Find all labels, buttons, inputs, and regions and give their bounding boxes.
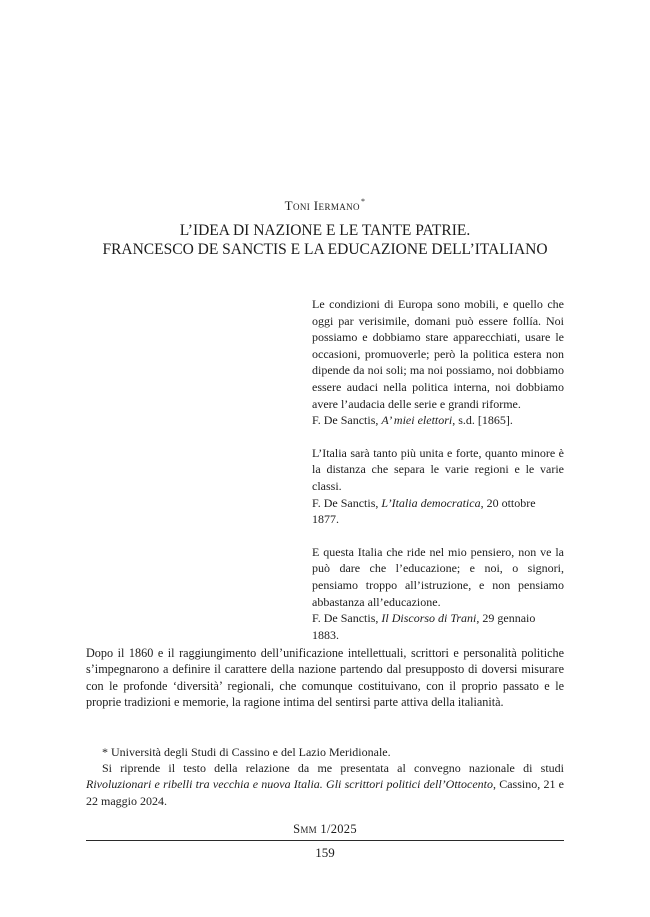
epigraph-source-author: F. De Sanctis,	[312, 495, 382, 510]
epigraph-source	[312, 495, 564, 528]
footnote-conference-end: , Cassino, 21 e 22 maggio 2024.	[86, 777, 564, 808]
author-footnote-mark: *	[360, 197, 366, 206]
footnote-conference-intro: Si riprende il testo della relazione da me presentata al convegno nazionale di studi	[102, 761, 564, 776]
body-paragraph: Dopo il 1860 e il raggiungimento dell’unificazione intellettuali, scrittori e personalità politiche s’impegnarono a definire il carattere della nazione partendo dal presupposto di doversi misurare con le profonde ‘diversità’ regionali, che comunque costituivano, con il proprio passato e le proprie tradizioni e memorie, la ragione intima del sentirsi parte attiva della italianità.	[86, 646, 564, 710]
epigraph-block	[312, 296, 564, 659]
epigraph-quote: L’Italia sarà tanto più unita e forte, quanto minore è la distanza che separa le varie regioni e le varie classi.	[312, 445, 564, 493]
epigraph-1	[312, 296, 564, 429]
epigraph-source-work: Il Discorso di Trani	[381, 611, 477, 626]
page-number: 159	[315, 845, 335, 860]
epigraph-source-work: L’Italia democratica	[381, 495, 481, 510]
footnote-conference	[86, 760, 564, 809]
epigraph-source-author: F. De Sanctis,	[312, 611, 382, 626]
epigraph-source-date: , 20 ottobre 1877.	[312, 495, 536, 527]
epigraph-source-work: A’ miei elettori	[381, 413, 453, 428]
epigraph-3	[312, 544, 564, 644]
author-name	[0, 197, 650, 214]
epigraph-source-date: , s.d. [1865].	[452, 413, 513, 428]
title-line-1: L’IDEA DI NAZIONE E LE TANTE PATRIE.	[179, 222, 471, 239]
epigraph-source-date: , 29 gennaio 1883.	[312, 611, 536, 642]
footnotes	[86, 744, 564, 809]
author-name-text: Toni Iermano	[284, 198, 360, 213]
journal-issue: 1/2025	[320, 822, 357, 836]
footnote-conference-title: Rivoluzionari e ribelli tra vecchia e nuova Italia. Gli scrittori politici dell’Ottocento	[86, 777, 493, 792]
epigraph-source-author: F. De Sanctis,	[312, 413, 382, 428]
epigraph-quote: E questa Italia che ride nel mio pensiero, non ve la può dare che l’educazione; e noi, o signori, pensiamo troppo all’istruzione, e non pensiamo abbastanza all’educazione.	[312, 544, 564, 609]
epigraph-2	[312, 445, 564, 528]
journal-reference	[0, 822, 650, 837]
article-title	[60, 221, 590, 259]
footnote-affiliation: * Università degli Studi di Cassino e del Lazio Meridionale.	[102, 745, 391, 759]
footer-divider	[86, 840, 564, 841]
title-line-2: FRANCESCO DE SANCTIS E LA EDUCAZIONE DELL’ITALIANO	[102, 241, 548, 258]
journal-abbreviation: Smm	[293, 822, 317, 836]
epigraph-source	[312, 412, 564, 429]
epigraph-quote: Le condizioni di Europa sono mobili, e quello che oggi par verisimile, domani può essere follía. Noi possiamo e dobbiamo stare apparecchiati, usare le occasioni, promuoverle; però la politica estera non dipende da noi soli; ma noi possiamo, noi dobbiamo essere audaci nella politica interna, noi dobbiamo avere l’audacia delle serie e grandi riforme.	[312, 297, 564, 411]
epigraph-source	[312, 610, 564, 643]
